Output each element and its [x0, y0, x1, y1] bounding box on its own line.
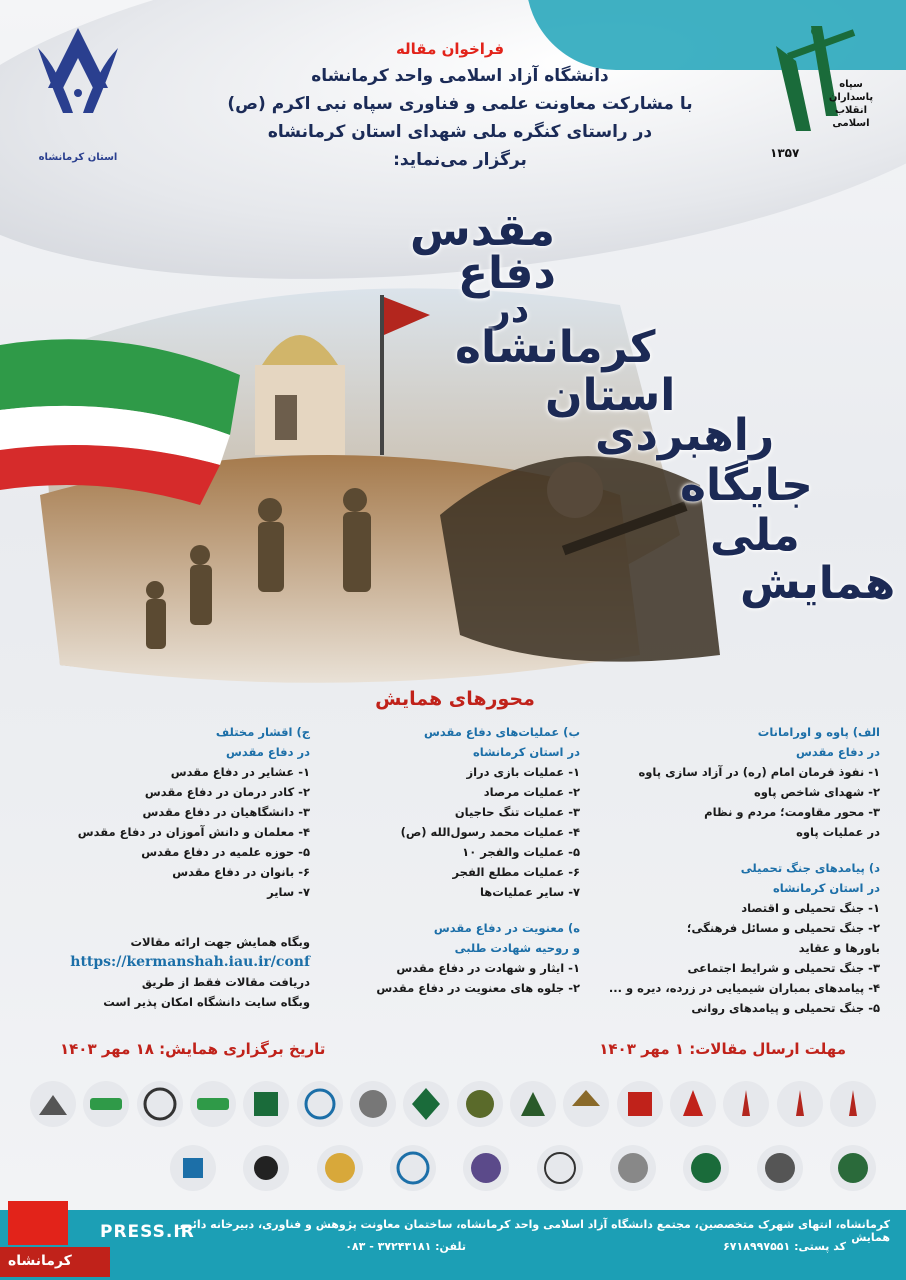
partner-logo-icon — [537, 1145, 583, 1191]
axis-b-heading: ب) عملیات‌های دفاع مقدس — [424, 725, 580, 739]
title-word-2: دفاع — [458, 248, 556, 299]
partner-logo-icon — [757, 1145, 803, 1191]
list-item: ۱- ایثار و شهادت در دفاع مقدس — [396, 961, 580, 975]
intro-line-2: با مشارکت معاونت علمی و فناوری سپاه نبی اکرم (ص) — [227, 94, 693, 114]
partner-logo-icon — [683, 1145, 729, 1191]
axis-column-a — [600, 722, 880, 842]
partner-logo-icon — [170, 1145, 216, 1191]
partner-logo-icon — [297, 1081, 343, 1127]
list-item: باورها و عقاید — [798, 941, 880, 955]
partner-logo-icon — [830, 1081, 876, 1127]
list-item: ۱- جنگ تحمیلی و اقتصاد — [741, 901, 880, 915]
partner-logo-icon — [723, 1081, 769, 1127]
irgc-text-3: انقلاب — [834, 105, 868, 116]
intro-line-1: دانشگاه آزاد اسلامی واحد کرمانشاه — [311, 66, 609, 86]
intro-line-3: در راستای کنگره ملی شهدای استان کرمانشاه — [267, 122, 653, 142]
axis-column-e — [330, 918, 580, 998]
list-item: در عملیات پاوه — [796, 825, 880, 839]
watermark-text: PRESS.IR — [100, 1222, 195, 1242]
irgc-year: ۱۳۵۷ — [770, 146, 800, 160]
title-word-4: کرمانشاه — [455, 322, 656, 373]
partner-logo-icon — [243, 1081, 289, 1127]
partner-logo-icon — [317, 1145, 363, 1191]
axes-title: محورهای همایش — [375, 688, 535, 710]
list-item: ۲- جلوه های معنویت در دفاع مقدس — [376, 981, 580, 995]
list-item: ۶- عملیات مطلع الفجر — [452, 865, 580, 879]
axis-a-heading-2: در دفاع مقدس — [795, 745, 880, 759]
axis-d-heading-2: در استان کرمانشاه — [772, 881, 880, 895]
footer-phone: تلفن: ۳۷۲۴۳۱۸۱ - ۰۸۳ — [345, 1240, 466, 1253]
axis-a-heading: الف) پاوه و اورامانات — [757, 725, 880, 739]
footer-address: کرمانشاه، انتهای شهرک متخصصین، مجتمع دانشگاه آزاد اسلامی واحد کرمانشاه، ساختمان معاونت پژوهش و فناوری، دبیرخانه دائمی همایش — [174, 1218, 890, 1244]
axis-d-heading: د) پیامدهای جنگ تحمیلی — [740, 861, 880, 875]
irgc-text-1: سپاه — [839, 79, 863, 90]
conference-url-link[interactable]: https://kermanshah.iau.ir/conf — [70, 954, 310, 970]
list-item: ۵- حوزه علمیه در دفاع مقدس — [141, 845, 310, 859]
list-item: ۷- سایر — [267, 885, 310, 899]
list-item: ۲- کادر درمان در دفاع مقدس — [144, 785, 310, 799]
list-item: ۵- عملیات والفجر ۱۰ — [462, 845, 580, 859]
submission-line-3: وبگاه سایت دانشگاه امکان پذیر است — [103, 995, 310, 1009]
partner-logo-icon — [390, 1145, 436, 1191]
partner-logo-icon — [30, 1081, 76, 1127]
axis-column-b — [330, 722, 580, 902]
list-item: ۴- پیامدهای بمباران شیمیایی در زرده، دیره و ... — [608, 981, 880, 995]
submission-line-1: وبگاه همایش جهت ارائه مقالات — [130, 935, 310, 949]
partner-logo-icon — [617, 1081, 663, 1127]
irgc-logo — [756, 6, 876, 166]
title-word-5: استان — [545, 370, 676, 421]
partner-logo-icon — [403, 1081, 449, 1127]
submission-line-2: دریافت مقالات فقط از طریق — [141, 975, 310, 989]
footer-bar — [0, 1210, 906, 1280]
partner-logo-icon — [137, 1081, 183, 1127]
partner-logos-row-2 — [170, 1142, 876, 1194]
axis-c-heading: ج) اقشار مختلف — [215, 725, 310, 739]
list-item: ۴- معلمان و دانش آموزان در دفاع مقدس — [77, 825, 310, 839]
list-item: ۵- جنگ تحمیلی و پیامدهای روانی — [691, 1001, 880, 1015]
list-item: ۳- عملیات تنگ حاجیان — [454, 805, 580, 819]
list-item: ۶- بانوان در دفاع مقدس — [172, 865, 310, 879]
intro-line-4: برگزار می‌نماید: — [393, 150, 527, 170]
partner-logos-row-1 — [30, 1078, 876, 1130]
partner-logo-icon — [670, 1081, 716, 1127]
event-date: تاریخ برگزاری همایش: ۱۸ مهر ۱۴۰۳ — [60, 1040, 326, 1058]
partner-logo-icon — [777, 1081, 823, 1127]
call-for-papers-title: فراخوان مقاله — [395, 40, 505, 58]
partner-logo-icon — [463, 1145, 509, 1191]
partner-logo-icon — [830, 1145, 876, 1191]
list-item: ۴- عملیات محمد رسول‌الله (ص) — [400, 825, 580, 839]
list-item: ۷- سایر عملیات‌ها — [479, 885, 580, 899]
partner-logo-icon — [350, 1081, 396, 1127]
partner-logo-icon — [190, 1081, 236, 1127]
footer-postal: کد پستی: ۶۷۱۸۹۹۷۵۵۱ — [723, 1240, 846, 1253]
list-item: ۲- شهدای شاخص پاوه — [753, 785, 880, 799]
list-item: ۱- عشایر در دفاع مقدس — [170, 765, 310, 779]
title-word-9: همایش — [740, 558, 896, 609]
axis-column-c — [30, 722, 310, 902]
partner-logo-icon — [243, 1145, 289, 1191]
irgc-text-4: اسلامی — [832, 118, 870, 129]
partner-logo-icon — [563, 1081, 609, 1127]
deadline-date: مهلت ارسال مقالات: ۱ مهر ۱۴۰۳ — [599, 1040, 846, 1058]
partner-logo-icon — [510, 1081, 556, 1127]
partner-logo-icon — [610, 1145, 656, 1191]
partner-logo-icon — [83, 1081, 129, 1127]
list-item: ۱- نفوذ فرمان امام (ره) در آزاد سازی پاوه — [638, 765, 880, 779]
list-item: ۳- محور مقاومت؛ مردم و نظام — [704, 805, 880, 819]
axis-c-heading-2: در دفاع مقدس — [225, 745, 310, 759]
title-word-7: جایگاه — [680, 460, 813, 511]
partner-logo-icon — [457, 1081, 503, 1127]
title-word-8: ملی — [710, 510, 800, 561]
list-item: ۳- جنگ تحمیلی و شرایط اجتماعی — [687, 961, 880, 975]
list-item: ۳- دانشگاهیان در دفاع مقدس — [142, 805, 310, 819]
axis-column-d — [600, 858, 880, 1018]
list-item: ۲- عملیات مرصاد — [483, 785, 580, 799]
list-item: ۱- عملیات بازی دراز — [466, 765, 580, 779]
axis-e-heading: ه) معنویت در دفاع مقدس — [433, 921, 580, 935]
submission-info — [30, 932, 310, 1012]
irgc-text-2: پاسداران — [828, 92, 874, 103]
axis-b-heading-2: در استان کرمانشاه — [472, 745, 580, 759]
title-word-3: در — [490, 290, 530, 331]
watermark-city: کرمانشاه — [8, 1253, 72, 1269]
list-item: ۲- جنگ تحمیلی و مسائل فرهنگی؛ — [686, 921, 880, 935]
title-word-6: راهبردی — [595, 410, 775, 461]
axis-e-heading-2: و روحیه شهادت طلبی — [454, 941, 580, 955]
university-logo — [28, 18, 128, 168]
university-logo-caption: استان کرمانشاه — [38, 152, 118, 163]
title-word-1: مقدس — [410, 205, 556, 256]
